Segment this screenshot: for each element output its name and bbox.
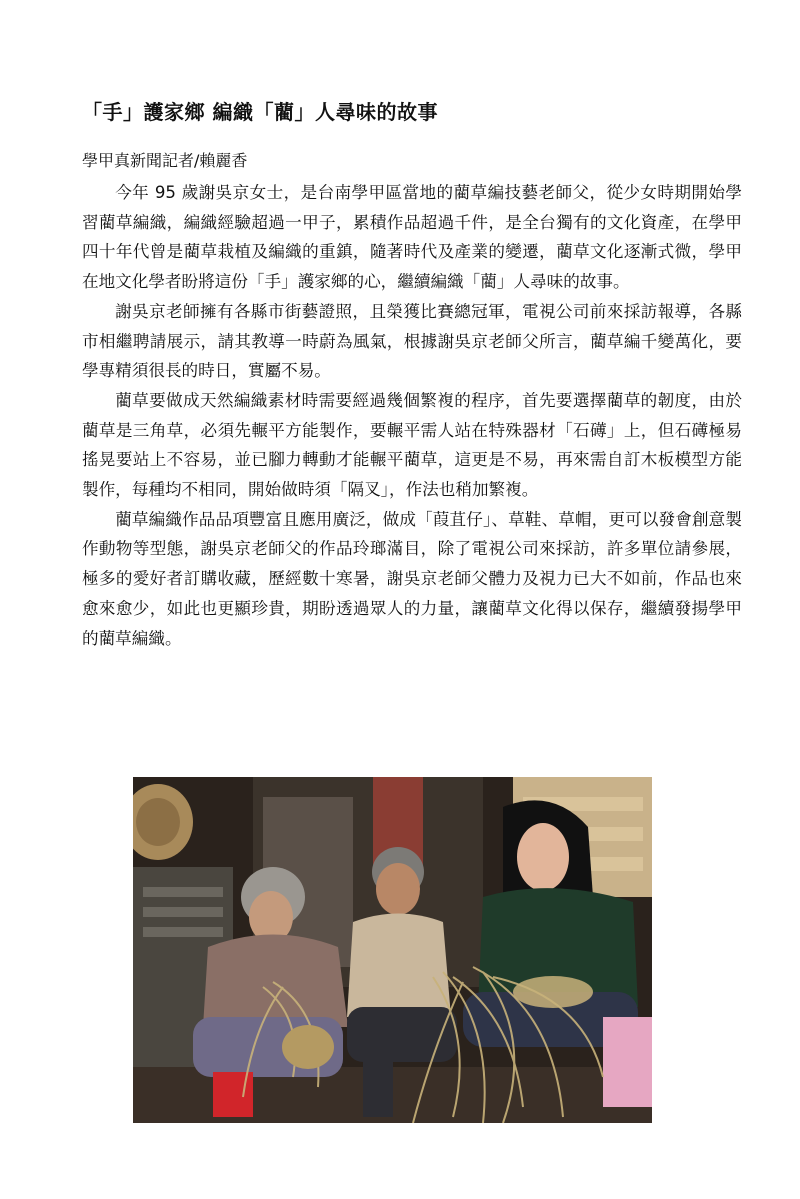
paragraph-3: 藺草要做成天然編織素材時需要經過幾個繁複的程序，首先要選擇藺草的韌度，由於藺草是三角草，必須先輾平方能製作，要輾平需人站在特殊器材「石礡」上，但石礡極易搖晃要站上不容易，並已腳力轉動才能輾平藺草，這更是不易，再來需自訂木板模型方能製作，每種均不相同，開始做時須「隔叉」，作法也稍加繁複。 xyxy=(82,390,742,500)
byline: 學甲真新聞記者/賴麗香 xyxy=(82,151,248,170)
article-photo xyxy=(133,777,652,1123)
paragraph-1: 今年 95 歲謝吳京女士，是台南學甲區當地的藺草編技藝老師父，從少女時期開始學習藺草編織，編織經驗超過一甲子，累積作品超過千件，是全台獨有的文化資產，在學甲四十年代曾是藺草栽植及編織的重鎮，隨著時代及產業的變遷，藺草文化逐漸式微，學甲在地文化學者盼將這份「手」護家鄉的心，繼續編織「藺」人尋味的故事。 xyxy=(82,183,742,292)
weaving-photo-illustration xyxy=(133,777,652,1123)
article-body xyxy=(82,178,742,653)
paragraph-4: 藺草編織作品品項豐富且應用廣泛，做成「葭苴仔」、草鞋、草帽，更可以發會創意製作動物等型態，謝吳京老師父的作品玲瑯滿目，除了電視公司來採訪，許多單位請參展，極多的愛好者訂購收藏，歷經數十寒暑，謝吳京老師父體力及視力已大不如前，作品也來愈來愈少，如此也更顯珍貴，期盼透過眾人的力量，讓藺草文化得以保存，繼續發揚學甲的藺草編織。 xyxy=(82,509,742,648)
paragraph-2: 謝吳京老師擁有各縣市街藝證照，且榮獲比賽總冠軍，電視公司前來採訪報導，各縣市相繼聘請展示，請其教導一時蔚為風氣，根據謝吳京老師父所言，藺草編千變萬化，要學專精須很長的時日，實屬不易。 xyxy=(82,301,742,381)
article-title: 「手」護家鄉 編織「藺」人尋味的故事 xyxy=(82,100,438,124)
